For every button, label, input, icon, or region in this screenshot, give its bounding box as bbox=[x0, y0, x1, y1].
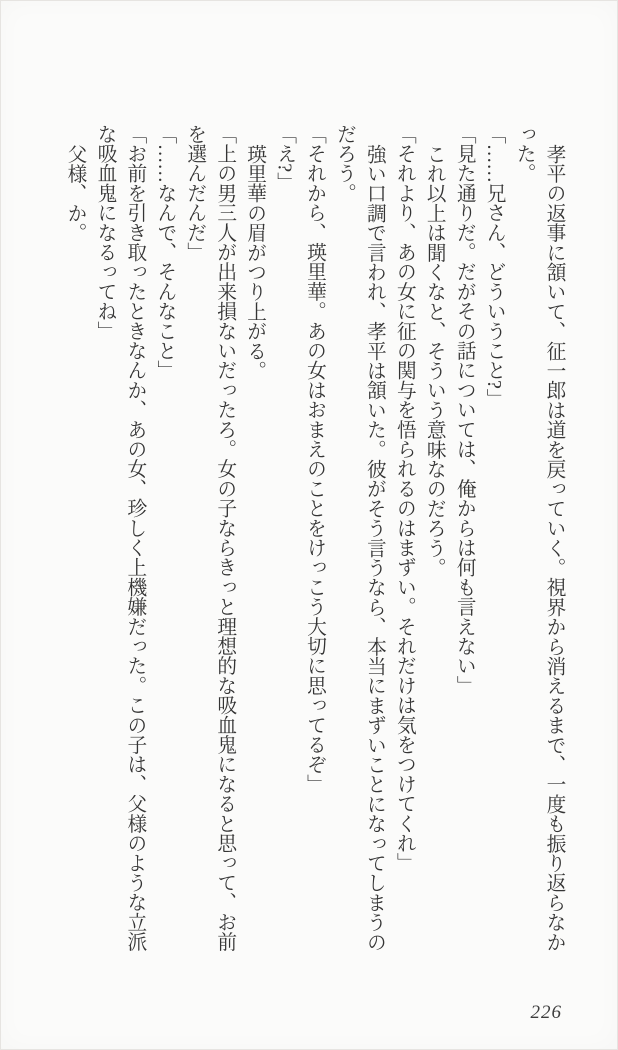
paragraph: 「それより、あの女に征の関与を悟られるのはまずい。それだけは気をつけてくれ」 bbox=[393, 124, 416, 873]
paragraph: 瑛里華の眉がつり上がる。 bbox=[243, 143, 266, 381]
paragraph: 「それから、瑛里華。あの女はおまえのことをけっこう大切に思ってるぞ」 bbox=[303, 124, 326, 794]
paragraph: 「見た通りだ。だがその話については、俺からは何も言えない」 bbox=[453, 124, 476, 696]
paragraph: 「……兄さん、どういうこと?」 bbox=[483, 124, 506, 409]
paragraph: 「え?」 bbox=[273, 124, 296, 192]
page-number: 226 bbox=[530, 1002, 562, 1023]
paragraph: 「……なんで、そんなこと」 bbox=[153, 124, 176, 381]
paragraph: 強い口調で言われ、孝平は頷いた。彼がそう言うなら、本当にまずいことになってしまうのだろう。 bbox=[333, 124, 386, 952]
paragraph: これ以上は聞くなと、そういう意味なのだろう。 bbox=[423, 143, 446, 578]
page-text bbox=[59, 124, 568, 956]
paragraph: 父様、か。 bbox=[64, 143, 86, 243]
paragraph: 「上の男三人が出来損ないだったろ。女の子ならきっと理想的な吸血鬼になると思って、お前を選んだんだ」 bbox=[183, 124, 236, 952]
paragraph: 孝平の返事に頷いて、征一郎は道を戻っていく。視界から消えるまで、一度も振り返らなかった。 bbox=[513, 124, 565, 952]
paragraph: 「お前を引き取ったときなんか、あの女、珍しく上機嫌だった。この子は、父様のような立派な吸血鬼になるってね」 bbox=[93, 124, 146, 952]
